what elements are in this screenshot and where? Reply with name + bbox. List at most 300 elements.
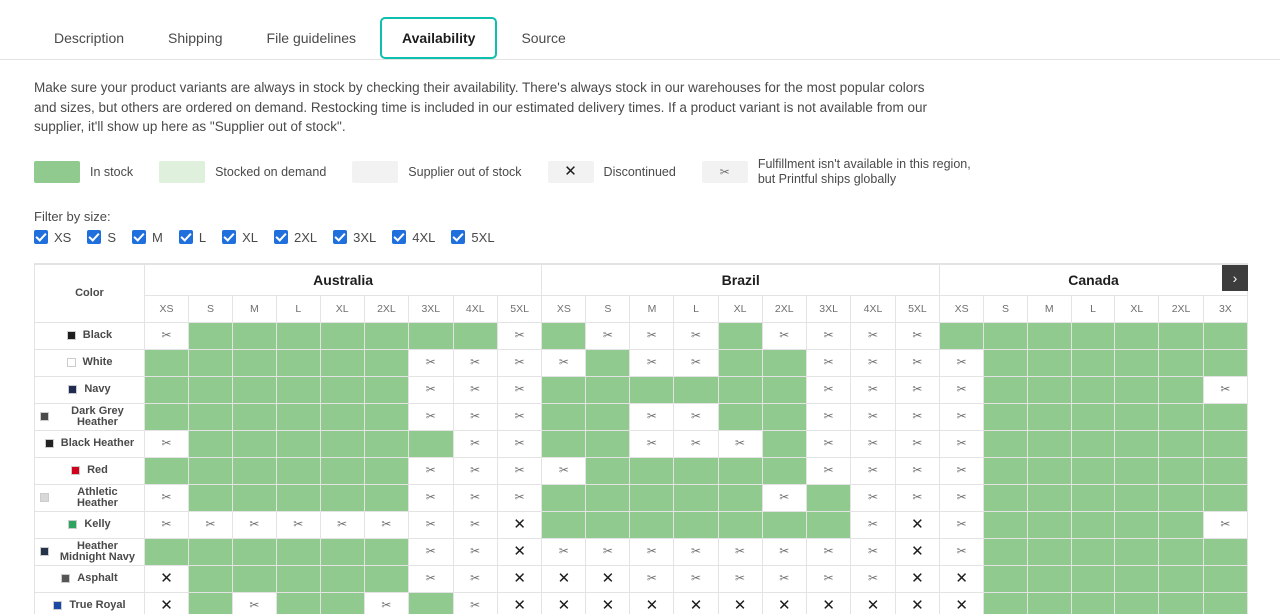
cell-region-unavailable[interactable] bbox=[453, 484, 497, 511]
cell-in-stock[interactable] bbox=[984, 376, 1028, 403]
cell-region-unavailable[interactable] bbox=[718, 538, 762, 565]
cell-in-stock[interactable] bbox=[984, 565, 1028, 592]
cell-in-stock[interactable] bbox=[232, 322, 276, 349]
cell-in-stock[interactable] bbox=[1027, 403, 1071, 430]
cell-discontinued[interactable] bbox=[851, 592, 895, 614]
cell-region-unavailable[interactable] bbox=[895, 403, 939, 430]
cell-in-stock[interactable] bbox=[1027, 349, 1071, 376]
cell-in-stock[interactable] bbox=[718, 484, 762, 511]
cell-in-stock[interactable] bbox=[1115, 484, 1159, 511]
cell-in-stock[interactable] bbox=[189, 565, 233, 592]
cell-in-stock[interactable] bbox=[1203, 592, 1247, 614]
tab-shipping[interactable]: Shipping bbox=[168, 30, 223, 46]
cell-region-unavailable[interactable] bbox=[674, 403, 718, 430]
cell-in-stock[interactable] bbox=[276, 322, 320, 349]
cell-in-stock[interactable] bbox=[1115, 457, 1159, 484]
cell-in-stock[interactable] bbox=[1159, 511, 1203, 538]
cell-region-unavailable[interactable] bbox=[940, 511, 984, 538]
cell-region-unavailable[interactable] bbox=[453, 538, 497, 565]
cell-region-unavailable[interactable] bbox=[630, 538, 674, 565]
cell-in-stock[interactable] bbox=[320, 322, 364, 349]
cell-in-stock[interactable] bbox=[364, 376, 408, 403]
size-filter-3xl[interactable] bbox=[333, 230, 376, 245]
tab-file-guidelines[interactable]: File guidelines bbox=[266, 30, 357, 46]
cell-region-unavailable[interactable] bbox=[453, 430, 497, 457]
cell-in-stock[interactable] bbox=[542, 376, 586, 403]
cell-in-stock[interactable] bbox=[364, 565, 408, 592]
cell-in-stock[interactable] bbox=[542, 322, 586, 349]
cell-in-stock[interactable] bbox=[320, 565, 364, 592]
cell-region-unavailable[interactable] bbox=[453, 403, 497, 430]
cell-discontinued[interactable] bbox=[497, 538, 541, 565]
checkbox-icon[interactable] bbox=[87, 230, 101, 244]
cell-region-unavailable[interactable] bbox=[806, 430, 850, 457]
cell-in-stock[interactable] bbox=[320, 403, 364, 430]
cell-in-stock[interactable] bbox=[1115, 322, 1159, 349]
cell-region-unavailable[interactable] bbox=[409, 457, 453, 484]
cell-region-unavailable[interactable] bbox=[895, 457, 939, 484]
cell-in-stock[interactable] bbox=[1115, 511, 1159, 538]
cell-in-stock[interactable] bbox=[1115, 565, 1159, 592]
cell-in-stock[interactable] bbox=[806, 511, 850, 538]
cell-region-unavailable[interactable] bbox=[630, 403, 674, 430]
cell-in-stock[interactable] bbox=[718, 376, 762, 403]
cell-in-stock[interactable] bbox=[232, 457, 276, 484]
cell-in-stock[interactable] bbox=[189, 349, 233, 376]
cell-in-stock[interactable] bbox=[762, 376, 806, 403]
cell-region-unavailable[interactable] bbox=[895, 376, 939, 403]
cell-in-stock[interactable] bbox=[409, 592, 453, 614]
cell-in-stock[interactable] bbox=[1115, 403, 1159, 430]
cell-in-stock[interactable] bbox=[320, 592, 364, 614]
cell-in-stock[interactable] bbox=[364, 430, 408, 457]
cell-region-unavailable[interactable] bbox=[232, 511, 276, 538]
size-filter-5xl[interactable] bbox=[451, 230, 494, 245]
cell-in-stock[interactable] bbox=[1159, 592, 1203, 614]
size-filter-xl[interactable] bbox=[222, 230, 258, 245]
cell-in-stock[interactable] bbox=[189, 403, 233, 430]
cell-in-stock[interactable] bbox=[586, 511, 630, 538]
cell-region-unavailable[interactable] bbox=[718, 430, 762, 457]
cell-region-unavailable[interactable] bbox=[542, 457, 586, 484]
cell-in-stock[interactable] bbox=[276, 430, 320, 457]
cell-discontinued[interactable] bbox=[940, 592, 984, 614]
cell-region-unavailable[interactable] bbox=[895, 322, 939, 349]
cell-in-stock[interactable] bbox=[984, 457, 1028, 484]
cell-in-stock[interactable] bbox=[189, 457, 233, 484]
cell-in-stock[interactable] bbox=[1027, 565, 1071, 592]
cell-in-stock[interactable] bbox=[1203, 565, 1247, 592]
cell-region-unavailable[interactable] bbox=[144, 511, 188, 538]
cell-discontinued[interactable] bbox=[895, 565, 939, 592]
cell-region-unavailable[interactable] bbox=[806, 457, 850, 484]
cell-in-stock[interactable] bbox=[1071, 403, 1115, 430]
cell-in-stock[interactable] bbox=[1071, 565, 1115, 592]
cell-discontinued[interactable] bbox=[497, 565, 541, 592]
cell-in-stock[interactable] bbox=[144, 403, 188, 430]
cell-region-unavailable[interactable] bbox=[630, 565, 674, 592]
checkbox-icon[interactable] bbox=[222, 230, 236, 244]
cell-discontinued[interactable] bbox=[806, 592, 850, 614]
cell-in-stock[interactable] bbox=[1159, 538, 1203, 565]
cell-in-stock[interactable] bbox=[984, 592, 1028, 614]
cell-region-unavailable[interactable] bbox=[586, 322, 630, 349]
cell-in-stock[interactable] bbox=[1115, 376, 1159, 403]
cell-in-stock[interactable] bbox=[1027, 538, 1071, 565]
cell-in-stock[interactable] bbox=[1203, 403, 1247, 430]
cell-in-stock[interactable] bbox=[276, 592, 320, 614]
cell-region-unavailable[interactable] bbox=[940, 457, 984, 484]
cell-in-stock[interactable] bbox=[674, 457, 718, 484]
cell-discontinued[interactable] bbox=[586, 592, 630, 614]
checkbox-icon[interactable] bbox=[179, 230, 193, 244]
cell-region-unavailable[interactable] bbox=[409, 403, 453, 430]
cell-region-unavailable[interactable] bbox=[895, 430, 939, 457]
cell-region-unavailable[interactable] bbox=[674, 565, 718, 592]
cell-in-stock[interactable] bbox=[1071, 484, 1115, 511]
cell-in-stock[interactable] bbox=[1027, 430, 1071, 457]
cell-region-unavailable[interactable] bbox=[453, 565, 497, 592]
cell-in-stock[interactable] bbox=[542, 484, 586, 511]
cell-region-unavailable[interactable] bbox=[851, 565, 895, 592]
cell-in-stock[interactable] bbox=[984, 511, 1028, 538]
cell-in-stock[interactable] bbox=[1027, 457, 1071, 484]
cell-in-stock[interactable] bbox=[1115, 430, 1159, 457]
cell-in-stock[interactable] bbox=[276, 565, 320, 592]
cell-region-unavailable[interactable] bbox=[409, 484, 453, 511]
cell-in-stock[interactable] bbox=[276, 349, 320, 376]
cell-in-stock[interactable] bbox=[144, 349, 188, 376]
cell-region-unavailable[interactable] bbox=[276, 511, 320, 538]
cell-region-unavailable[interactable] bbox=[630, 349, 674, 376]
cell-region-unavailable[interactable] bbox=[851, 457, 895, 484]
cell-in-stock[interactable] bbox=[984, 403, 1028, 430]
cell-in-stock[interactable] bbox=[586, 457, 630, 484]
cell-in-stock[interactable] bbox=[189, 322, 233, 349]
cell-in-stock[interactable] bbox=[1027, 592, 1071, 614]
cell-in-stock[interactable] bbox=[320, 349, 364, 376]
cell-discontinued[interactable] bbox=[586, 565, 630, 592]
cell-in-stock[interactable] bbox=[189, 430, 233, 457]
cell-region-unavailable[interactable] bbox=[497, 376, 541, 403]
cell-in-stock[interactable] bbox=[984, 322, 1028, 349]
cell-region-unavailable[interactable] bbox=[144, 322, 188, 349]
cell-region-unavailable[interactable] bbox=[542, 349, 586, 376]
cell-in-stock[interactable] bbox=[1071, 322, 1115, 349]
cell-in-stock[interactable] bbox=[144, 538, 188, 565]
cell-in-stock[interactable] bbox=[1203, 484, 1247, 511]
cell-in-stock[interactable] bbox=[189, 376, 233, 403]
cell-region-unavailable[interactable] bbox=[453, 349, 497, 376]
cell-region-unavailable[interactable] bbox=[940, 538, 984, 565]
cell-region-unavailable[interactable] bbox=[851, 430, 895, 457]
cell-in-stock[interactable] bbox=[940, 322, 984, 349]
cell-in-stock[interactable] bbox=[189, 538, 233, 565]
cell-in-stock[interactable] bbox=[586, 484, 630, 511]
cell-region-unavailable[interactable] bbox=[497, 349, 541, 376]
cell-in-stock[interactable] bbox=[364, 349, 408, 376]
cell-discontinued[interactable] bbox=[144, 565, 188, 592]
cell-region-unavailable[interactable] bbox=[232, 592, 276, 614]
cell-in-stock[interactable] bbox=[630, 511, 674, 538]
cell-in-stock[interactable] bbox=[1071, 349, 1115, 376]
cell-region-unavailable[interactable] bbox=[497, 457, 541, 484]
cell-in-stock[interactable] bbox=[984, 484, 1028, 511]
cell-in-stock[interactable] bbox=[1159, 322, 1203, 349]
cell-in-stock[interactable] bbox=[542, 511, 586, 538]
cell-region-unavailable[interactable] bbox=[851, 349, 895, 376]
cell-in-stock[interactable] bbox=[1203, 538, 1247, 565]
cell-in-stock[interactable] bbox=[674, 511, 718, 538]
cell-region-unavailable[interactable] bbox=[409, 511, 453, 538]
cell-in-stock[interactable] bbox=[984, 430, 1028, 457]
cell-in-stock[interactable] bbox=[762, 430, 806, 457]
next-page-button[interactable]: › bbox=[1222, 265, 1248, 291]
cell-region-unavailable[interactable] bbox=[409, 565, 453, 592]
cell-in-stock[interactable] bbox=[1159, 430, 1203, 457]
cell-in-stock[interactable] bbox=[320, 457, 364, 484]
cell-region-unavailable[interactable] bbox=[940, 349, 984, 376]
cell-in-stock[interactable] bbox=[762, 511, 806, 538]
checkbox-icon[interactable] bbox=[274, 230, 288, 244]
cell-in-stock[interactable] bbox=[276, 376, 320, 403]
cell-region-unavailable[interactable] bbox=[674, 349, 718, 376]
cell-in-stock[interactable] bbox=[1115, 349, 1159, 376]
cell-region-unavailable[interactable] bbox=[895, 349, 939, 376]
cell-in-stock[interactable] bbox=[586, 349, 630, 376]
cell-in-stock[interactable] bbox=[1071, 376, 1115, 403]
cell-in-stock[interactable] bbox=[1071, 511, 1115, 538]
cell-in-stock[interactable] bbox=[1159, 349, 1203, 376]
cell-region-unavailable[interactable] bbox=[940, 376, 984, 403]
cell-discontinued[interactable] bbox=[630, 592, 674, 614]
cell-region-unavailable[interactable] bbox=[674, 538, 718, 565]
cell-region-unavailable[interactable] bbox=[806, 376, 850, 403]
cell-region-unavailable[interactable] bbox=[497, 484, 541, 511]
cell-in-stock[interactable] bbox=[1203, 322, 1247, 349]
cell-region-unavailable[interactable] bbox=[409, 376, 453, 403]
cell-in-stock[interactable] bbox=[409, 430, 453, 457]
cell-in-stock[interactable] bbox=[189, 592, 233, 614]
cell-in-stock[interactable] bbox=[232, 349, 276, 376]
cell-in-stock[interactable] bbox=[1159, 376, 1203, 403]
cell-region-unavailable[interactable] bbox=[806, 403, 850, 430]
cell-in-stock[interactable] bbox=[409, 322, 453, 349]
cell-in-stock[interactable] bbox=[1027, 484, 1071, 511]
cell-region-unavailable[interactable] bbox=[1203, 511, 1247, 538]
cell-in-stock[interactable] bbox=[232, 430, 276, 457]
cell-in-stock[interactable] bbox=[232, 565, 276, 592]
cell-in-stock[interactable] bbox=[542, 403, 586, 430]
cell-region-unavailable[interactable] bbox=[851, 484, 895, 511]
cell-region-unavailable[interactable] bbox=[453, 511, 497, 538]
cell-in-stock[interactable] bbox=[232, 484, 276, 511]
checkbox-icon[interactable] bbox=[392, 230, 406, 244]
cell-in-stock[interactable] bbox=[276, 484, 320, 511]
cell-region-unavailable[interactable] bbox=[630, 430, 674, 457]
cell-in-stock[interactable] bbox=[276, 457, 320, 484]
cell-region-unavailable[interactable] bbox=[762, 565, 806, 592]
cell-in-stock[interactable] bbox=[189, 484, 233, 511]
cell-in-stock[interactable] bbox=[320, 376, 364, 403]
cell-discontinued[interactable] bbox=[895, 511, 939, 538]
cell-discontinued[interactable] bbox=[762, 592, 806, 614]
scissors-icon: ✂ bbox=[514, 490, 525, 504]
cell-in-stock[interactable] bbox=[1203, 457, 1247, 484]
checkbox-icon[interactable] bbox=[132, 230, 146, 244]
size-filter-xs[interactable] bbox=[34, 230, 71, 245]
cell-discontinued[interactable] bbox=[895, 538, 939, 565]
cell-in-stock[interactable] bbox=[718, 349, 762, 376]
cell-discontinued[interactable] bbox=[497, 592, 541, 614]
cell-in-stock[interactable] bbox=[718, 322, 762, 349]
cell-in-stock[interactable] bbox=[364, 322, 408, 349]
tab-source[interactable]: Source bbox=[521, 30, 566, 46]
cell-region-unavailable[interactable] bbox=[762, 538, 806, 565]
cell-in-stock[interactable] bbox=[144, 457, 188, 484]
cell-region-unavailable[interactable] bbox=[940, 430, 984, 457]
cell-in-stock[interactable] bbox=[1027, 376, 1071, 403]
cell-in-stock[interactable] bbox=[630, 457, 674, 484]
cell-in-stock[interactable] bbox=[1071, 538, 1115, 565]
cell-in-stock[interactable] bbox=[1071, 592, 1115, 614]
cell-region-unavailable[interactable] bbox=[586, 538, 630, 565]
cell-region-unavailable[interactable] bbox=[940, 484, 984, 511]
cell-in-stock[interactable] bbox=[1203, 349, 1247, 376]
cell-region-unavailable[interactable] bbox=[806, 565, 850, 592]
cell-in-stock[interactable] bbox=[364, 457, 408, 484]
cell-in-stock[interactable] bbox=[1071, 430, 1115, 457]
cell-region-unavailable[interactable] bbox=[1203, 376, 1247, 403]
cell-region-unavailable[interactable] bbox=[851, 403, 895, 430]
size-filter-4xl[interactable] bbox=[392, 230, 435, 245]
size-filter-m[interactable] bbox=[132, 230, 163, 245]
cell-in-stock[interactable] bbox=[586, 403, 630, 430]
cell-region-unavailable[interactable] bbox=[497, 430, 541, 457]
cell-in-stock[interactable] bbox=[762, 457, 806, 484]
cell-in-stock[interactable] bbox=[1159, 565, 1203, 592]
cell-region-unavailable[interactable] bbox=[453, 592, 497, 614]
cell-in-stock[interactable] bbox=[586, 430, 630, 457]
cell-in-stock[interactable] bbox=[276, 538, 320, 565]
cell-in-stock[interactable] bbox=[630, 484, 674, 511]
cell-discontinued[interactable] bbox=[497, 511, 541, 538]
cell-region-unavailable[interactable] bbox=[320, 511, 364, 538]
cell-region-unavailable[interactable] bbox=[497, 403, 541, 430]
cell-in-stock[interactable] bbox=[232, 376, 276, 403]
cell-in-stock[interactable] bbox=[984, 349, 1028, 376]
checkbox-icon[interactable] bbox=[34, 230, 48, 244]
cell-in-stock[interactable] bbox=[630, 376, 674, 403]
cell-in-stock[interactable] bbox=[364, 484, 408, 511]
cell-in-stock[interactable] bbox=[276, 403, 320, 430]
cell-in-stock[interactable] bbox=[1027, 511, 1071, 538]
tab-description[interactable]: Description bbox=[54, 30, 125, 46]
cell-in-stock[interactable] bbox=[320, 484, 364, 511]
cell-region-unavailable[interactable] bbox=[851, 376, 895, 403]
cell-in-stock[interactable] bbox=[984, 538, 1028, 565]
cell-in-stock[interactable] bbox=[364, 403, 408, 430]
cell-in-stock[interactable] bbox=[762, 403, 806, 430]
cell-in-stock[interactable] bbox=[1159, 403, 1203, 430]
cell-region-unavailable[interactable] bbox=[806, 538, 850, 565]
cell-discontinued[interactable] bbox=[542, 592, 586, 614]
cell-region-unavailable[interactable] bbox=[762, 484, 806, 511]
cell-region-unavailable[interactable] bbox=[895, 484, 939, 511]
cell-in-stock[interactable] bbox=[1159, 484, 1203, 511]
cell-in-stock[interactable] bbox=[586, 376, 630, 403]
cell-discontinued[interactable] bbox=[718, 592, 762, 614]
cell-in-stock[interactable] bbox=[762, 349, 806, 376]
cell-region-unavailable[interactable] bbox=[851, 511, 895, 538]
cell-in-stock[interactable] bbox=[364, 538, 408, 565]
cell-region-unavailable[interactable] bbox=[189, 511, 233, 538]
cell-in-stock[interactable] bbox=[320, 430, 364, 457]
cell-in-stock[interactable] bbox=[1203, 430, 1247, 457]
cell-in-stock[interactable] bbox=[1115, 592, 1159, 614]
cell-in-stock[interactable] bbox=[232, 403, 276, 430]
cell-discontinued[interactable] bbox=[895, 592, 939, 614]
size-filter-l[interactable] bbox=[179, 230, 206, 245]
cell-in-stock[interactable] bbox=[232, 538, 276, 565]
cell-region-unavailable[interactable] bbox=[144, 484, 188, 511]
cell-in-stock[interactable] bbox=[1115, 538, 1159, 565]
cell-in-stock[interactable] bbox=[718, 403, 762, 430]
size-filter-s[interactable] bbox=[87, 230, 116, 245]
cell-region-unavailable[interactable] bbox=[542, 538, 586, 565]
cell-region-unavailable[interactable] bbox=[453, 376, 497, 403]
cell-region-unavailable[interactable] bbox=[718, 565, 762, 592]
cell-region-unavailable[interactable] bbox=[851, 322, 895, 349]
cell-region-unavailable[interactable] bbox=[806, 322, 850, 349]
cell-region-unavailable[interactable] bbox=[364, 592, 408, 614]
cell-region-unavailable[interactable] bbox=[497, 322, 541, 349]
cell-region-unavailable[interactable] bbox=[674, 322, 718, 349]
cell-in-stock[interactable] bbox=[718, 511, 762, 538]
cell-region-unavailable[interactable] bbox=[674, 430, 718, 457]
tab-availability[interactable]: Availability bbox=[380, 17, 497, 59]
cell-discontinued[interactable] bbox=[940, 565, 984, 592]
cell-region-unavailable[interactable] bbox=[409, 538, 453, 565]
cell-region-unavailable[interactable] bbox=[364, 511, 408, 538]
cell-in-stock[interactable] bbox=[718, 457, 762, 484]
cell-region-unavailable[interactable] bbox=[762, 322, 806, 349]
cell-region-unavailable[interactable] bbox=[144, 430, 188, 457]
size-filter-2xl[interactable] bbox=[274, 230, 317, 245]
cell-in-stock[interactable] bbox=[674, 376, 718, 403]
cell-discontinued[interactable] bbox=[674, 592, 718, 614]
cell-region-unavailable[interactable] bbox=[806, 349, 850, 376]
cell-in-stock[interactable] bbox=[1027, 322, 1071, 349]
cell-in-stock[interactable] bbox=[144, 376, 188, 403]
checkbox-icon[interactable] bbox=[451, 230, 465, 244]
cell-discontinued[interactable] bbox=[542, 565, 586, 592]
cell-region-unavailable[interactable] bbox=[940, 403, 984, 430]
cell-region-unavailable[interactable] bbox=[453, 457, 497, 484]
cell-in-stock[interactable] bbox=[674, 484, 718, 511]
cell-region-unavailable[interactable] bbox=[851, 538, 895, 565]
checkbox-icon[interactable] bbox=[333, 230, 347, 244]
cell-in-stock[interactable] bbox=[1159, 457, 1203, 484]
cell-region-unavailable[interactable] bbox=[630, 322, 674, 349]
cell-in-stock[interactable] bbox=[453, 322, 497, 349]
cell-in-stock[interactable] bbox=[542, 430, 586, 457]
cell-discontinued[interactable] bbox=[144, 592, 188, 614]
cell-in-stock[interactable] bbox=[806, 484, 850, 511]
cell-in-stock[interactable] bbox=[1071, 457, 1115, 484]
cell-region-unavailable[interactable] bbox=[409, 349, 453, 376]
cell-in-stock[interactable] bbox=[320, 538, 364, 565]
